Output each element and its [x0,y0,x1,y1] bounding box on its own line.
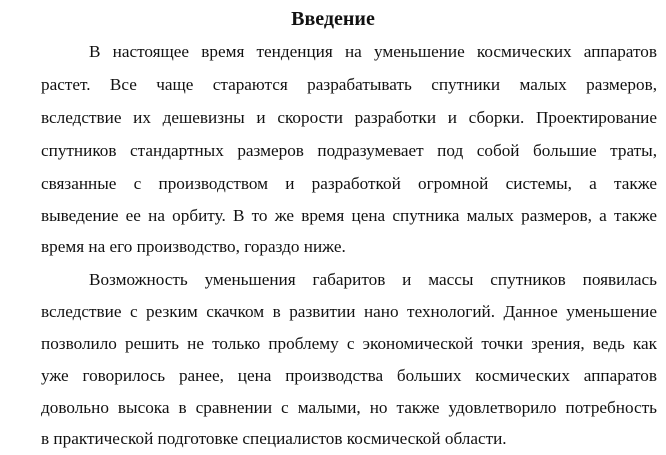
paragraph-line: уже говорилось ранее, цена производства больших космических аппаратов [41,366,657,385]
paragraph-line: время на его производство, гораздо ниже. [41,237,346,256]
paragraph-line: вследствие с резким скачком в развитии нано технологий. Данное уменьшение [41,302,657,321]
paragraph-line: Возможность уменьшения габаритов и массы спутников появилась [89,270,657,289]
paragraph-line: спутников стандартных размеров подразумевает под собой большие траты, [41,141,657,160]
paragraph-line: позволило решить не только проблему с экономической точки зрения, ведь как [41,334,657,353]
section-heading: Введение [291,8,375,30]
paragraph-line: в практической подготовке специалистов космической области. [41,429,507,448]
paragraph-line: растет. Все чаще стараются разрабатывать спутники малых размеров, [41,75,657,94]
paragraph-line: связанные с производством и разработкой огромной системы, а также [41,174,657,193]
paragraph-line: В настоящее время тенденция на уменьшение космических аппаратов [89,42,657,61]
paragraph-line: выведение ее на орбиту. В то же время цена спутника малых размеров, а также [41,206,657,225]
paragraph-line: довольно высока в сравнении с малыми, но также удовлетворило потребность [41,398,657,417]
paragraph-line: вследствие их дешевизны и скорости разработки и сборки. Проектирование [41,108,657,127]
